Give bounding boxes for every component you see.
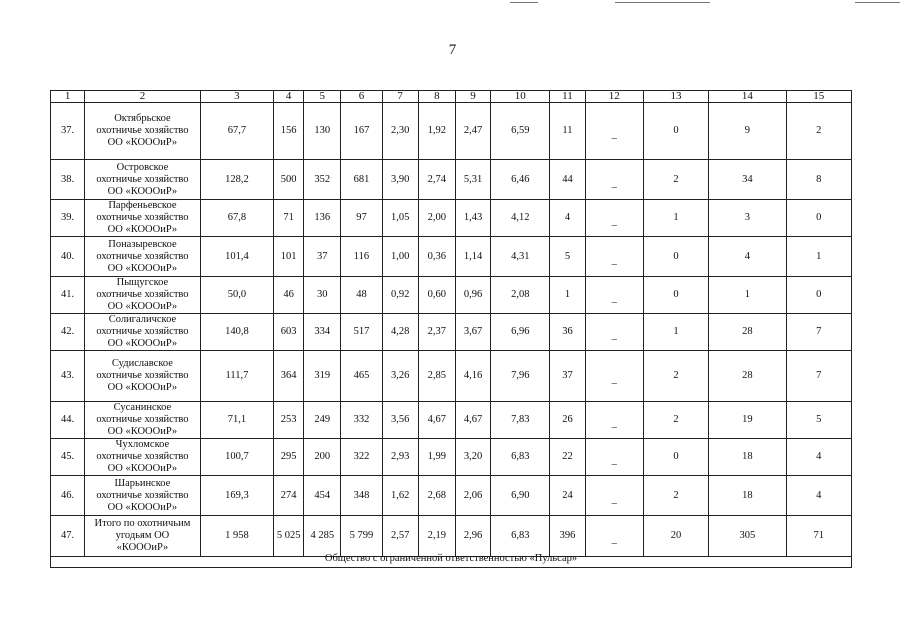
cell-col-6: 97 xyxy=(341,200,382,237)
dash-value: _ xyxy=(611,374,617,385)
table-row xyxy=(51,402,852,439)
cell-col-3: 100,7 xyxy=(200,439,273,476)
row-number: 41. xyxy=(51,277,85,314)
row-number: 37. xyxy=(51,103,85,160)
cell-col-14: 28 xyxy=(709,314,786,351)
cell-col-14: 305 xyxy=(709,516,786,557)
dash-value: _ xyxy=(611,534,617,545)
table-row xyxy=(51,351,852,402)
table-row xyxy=(51,237,852,277)
cell-col-4: 364 xyxy=(274,351,304,402)
cell-col-6: 322 xyxy=(341,439,382,476)
cell-col-5: 334 xyxy=(304,314,341,351)
dash-value: _ xyxy=(611,216,617,227)
table-row xyxy=(51,160,852,200)
cell-col-5: 130 xyxy=(304,103,341,160)
row-number: 47. xyxy=(51,516,85,557)
cell-col-7: 2,30 xyxy=(382,103,418,160)
cell-col-14: 1 xyxy=(709,277,786,314)
column-header: 8 xyxy=(418,91,455,103)
table-row xyxy=(51,103,852,160)
cell-col-3: 67,8 xyxy=(200,200,273,237)
cell-col-12 xyxy=(585,103,643,160)
name-line: ОО «КОООиР» xyxy=(107,382,178,393)
cell-col-13: 2 xyxy=(643,402,708,439)
cell-col-8: 2,74 xyxy=(418,160,455,200)
cell-col-8: 2,19 xyxy=(418,516,455,557)
cell-col-4: 253 xyxy=(274,402,304,439)
name-line: ОО «КОООиР» xyxy=(107,224,178,235)
cell-col-11: 26 xyxy=(550,402,585,439)
name-line: охотничье хозяйство xyxy=(96,489,189,501)
cell-col-5: 30 xyxy=(304,277,341,314)
cell-col-3: 111,7 xyxy=(200,351,273,402)
cell-col-12 xyxy=(585,402,643,439)
cell-col-8: 1,92 xyxy=(418,103,455,160)
cell-col-15: 4 xyxy=(786,476,851,516)
cell-col-15: 2 xyxy=(786,103,851,160)
hunting-farm-name xyxy=(85,277,201,314)
cell-col-4: 274 xyxy=(274,476,304,516)
name-line: охотничье хозяйство xyxy=(96,289,189,300)
cell-col-10: 4,12 xyxy=(491,200,550,237)
cell-col-9: 1,14 xyxy=(455,237,490,277)
cell-col-14: 18 xyxy=(709,439,786,476)
cell-col-8: 2,37 xyxy=(418,314,455,351)
row-number: 43. xyxy=(51,351,85,402)
column-header: 15 xyxy=(786,91,851,103)
cell-col-3: 101,4 xyxy=(200,237,273,277)
name-line: Итого по охотничьим xyxy=(94,518,191,529)
cell-col-4: 295 xyxy=(274,439,304,476)
table-row xyxy=(51,200,852,237)
cell-col-6: 332 xyxy=(341,402,382,439)
cell-col-11: 5 xyxy=(550,237,585,277)
hunting-farm-name xyxy=(85,439,201,476)
hunting-farm-name xyxy=(85,351,201,402)
cell-col-13: 0 xyxy=(643,103,708,160)
cell-col-4: 500 xyxy=(274,160,304,200)
cell-col-13: 20 xyxy=(643,516,708,557)
cell-col-13: 1 xyxy=(643,200,708,237)
hunting-farm-name xyxy=(85,314,201,351)
cell-col-10: 2,08 xyxy=(491,277,550,314)
cell-col-10: 4,31 xyxy=(491,237,550,277)
table-row xyxy=(51,439,852,476)
cell-col-11: 1 xyxy=(550,277,585,314)
cell-col-7: 2,57 xyxy=(382,516,418,557)
cell-col-13: 2 xyxy=(643,160,708,200)
name-line: Чухломское xyxy=(115,439,170,450)
hunting-farm-name xyxy=(85,237,201,277)
cell-col-6: 465 xyxy=(341,351,382,402)
cell-col-7: 3,56 xyxy=(382,402,418,439)
cell-col-7: 1,05 xyxy=(382,200,418,237)
name-line: Островское xyxy=(116,161,169,173)
cell-col-13: 0 xyxy=(643,277,708,314)
cell-col-7: 0,92 xyxy=(382,277,418,314)
cell-col-9: 2,96 xyxy=(455,516,490,557)
cell-col-5: 37 xyxy=(304,237,341,277)
table-row xyxy=(51,314,852,351)
cell-col-15: 0 xyxy=(786,277,851,314)
cell-col-6: 681 xyxy=(341,160,382,200)
cell-col-3: 140,8 xyxy=(200,314,273,351)
cell-col-7: 4,28 xyxy=(382,314,418,351)
name-line: охотничье хозяйство xyxy=(96,451,189,462)
name-line: ОО «КОООиР» xyxy=(107,185,178,197)
cell-col-9: 2,47 xyxy=(455,103,490,160)
hunting-farm-name xyxy=(85,476,201,516)
cell-col-14: 4 xyxy=(709,237,786,277)
row-number: 40. xyxy=(51,237,85,277)
cell-col-15: 0 xyxy=(786,200,851,237)
cell-col-12 xyxy=(585,476,643,516)
cell-col-9: 3,67 xyxy=(455,314,490,351)
name-line: Солигаличское xyxy=(108,314,177,325)
column-header: 2 xyxy=(85,91,201,103)
cell-col-5: 249 xyxy=(304,402,341,439)
row-number: 45. xyxy=(51,439,85,476)
column-header-row xyxy=(51,91,852,103)
cell-col-3: 71,1 xyxy=(200,402,273,439)
dash-value: _ xyxy=(611,418,617,429)
cell-col-8: 2,00 xyxy=(418,200,455,237)
cell-col-7: 1,62 xyxy=(382,476,418,516)
cell-col-5: 4 285 xyxy=(304,516,341,557)
column-header: 14 xyxy=(709,91,786,103)
cell-col-15: 8 xyxy=(786,160,851,200)
cell-col-3: 67,7 xyxy=(200,103,273,160)
column-header: 12 xyxy=(585,91,643,103)
cell-col-8: 0,60 xyxy=(418,277,455,314)
cell-col-11: 396 xyxy=(550,516,585,557)
cell-col-8: 4,67 xyxy=(418,402,455,439)
footer-company-name: Общество с ограниченной ответственностью «Пульсар» xyxy=(50,551,852,568)
cell-col-6: 5 799 xyxy=(341,516,382,557)
data-table xyxy=(50,90,852,557)
table-row xyxy=(51,277,852,314)
cell-col-7: 3,90 xyxy=(382,160,418,200)
cell-col-13: 2 xyxy=(643,476,708,516)
cell-col-9: 3,20 xyxy=(455,439,490,476)
cell-col-13: 0 xyxy=(643,237,708,277)
cell-col-15: 71 xyxy=(786,516,851,557)
cell-col-5: 352 xyxy=(304,160,341,200)
cell-col-8: 2,68 xyxy=(418,476,455,516)
name-line: ОО «КОООиР» xyxy=(107,262,178,274)
name-line: ОО «КОООиР» xyxy=(107,463,178,474)
cell-col-12 xyxy=(585,351,643,402)
cell-col-6: 348 xyxy=(341,476,382,516)
cell-col-15: 7 xyxy=(786,314,851,351)
cell-col-5: 136 xyxy=(304,200,341,237)
scan-artifact-line xyxy=(615,2,710,3)
name-line: ОО «КОООиР» xyxy=(107,301,178,312)
column-header: 7 xyxy=(382,91,418,103)
name-line: Пыщугское xyxy=(116,277,169,288)
cell-col-5: 200 xyxy=(304,439,341,476)
name-line: ОО «КОООиР» xyxy=(107,426,178,437)
column-header: 10 xyxy=(491,91,550,103)
cell-col-11: 11 xyxy=(550,103,585,160)
name-line: «КОООиР» xyxy=(116,542,169,553)
cell-col-7: 1,00 xyxy=(382,237,418,277)
cell-col-8: 0,36 xyxy=(418,237,455,277)
cell-col-6: 116 xyxy=(341,237,382,277)
dash-value: _ xyxy=(611,129,617,140)
cell-col-12 xyxy=(585,160,643,200)
cell-col-3: 1 958 xyxy=(200,516,273,557)
cell-col-10: 6,83 xyxy=(491,516,550,557)
cell-col-14: 34 xyxy=(709,160,786,200)
cell-col-11: 24 xyxy=(550,476,585,516)
name-line: охотничье хозяйство xyxy=(96,414,189,425)
cell-col-11: 4 xyxy=(550,200,585,237)
cell-col-7: 2,93 xyxy=(382,439,418,476)
row-number: 38. xyxy=(51,160,85,200)
name-line: Судиславское xyxy=(111,358,173,369)
cell-col-6: 167 xyxy=(341,103,382,160)
column-header: 6 xyxy=(341,91,382,103)
cell-col-11: 22 xyxy=(550,439,585,476)
cell-col-5: 319 xyxy=(304,351,341,402)
name-line: угодьям ОО xyxy=(115,530,170,541)
cell-col-10: 6,90 xyxy=(491,476,550,516)
scan-artifact-line xyxy=(510,2,538,3)
dash-value: _ xyxy=(611,455,617,466)
column-header: 13 xyxy=(643,91,708,103)
cell-col-9: 0,96 xyxy=(455,277,490,314)
cell-col-4: 101 xyxy=(274,237,304,277)
row-number: 44. xyxy=(51,402,85,439)
cell-col-13: 1 xyxy=(643,314,708,351)
cell-col-9: 1,43 xyxy=(455,200,490,237)
cell-col-10: 6,83 xyxy=(491,439,550,476)
name-line: ОО «КОООиР» xyxy=(107,501,178,513)
cell-col-5: 454 xyxy=(304,476,341,516)
hunting-farm-name xyxy=(85,200,201,237)
column-header: 3 xyxy=(200,91,273,103)
cell-col-4: 156 xyxy=(274,103,304,160)
cell-col-10: 6,46 xyxy=(491,160,550,200)
cell-col-14: 19 xyxy=(709,402,786,439)
cell-col-6: 48 xyxy=(341,277,382,314)
cell-col-15: 7 xyxy=(786,351,851,402)
name-line: ОО «КОООиР» xyxy=(107,137,178,148)
cell-col-3: 169,3 xyxy=(200,476,273,516)
cell-col-3: 50,0 xyxy=(200,277,273,314)
name-line: Поназыревское xyxy=(108,238,177,250)
cell-col-10: 6,96 xyxy=(491,314,550,351)
cell-col-14: 28 xyxy=(709,351,786,402)
hunting-farm-name xyxy=(85,103,201,160)
cell-col-7: 3,26 xyxy=(382,351,418,402)
cell-col-8: 2,85 xyxy=(418,351,455,402)
cell-col-12 xyxy=(585,237,643,277)
dash-value: _ xyxy=(611,493,617,505)
cell-col-11: 44 xyxy=(550,160,585,200)
scan-artifact-line xyxy=(855,2,900,3)
cell-col-12 xyxy=(585,314,643,351)
cell-col-9: 5,31 xyxy=(455,160,490,200)
name-line: Сусанинское xyxy=(113,402,172,413)
dash-value: _ xyxy=(611,177,617,189)
cell-col-12 xyxy=(585,439,643,476)
name-line: Шарьинское xyxy=(114,477,171,489)
hunting-farm-name xyxy=(85,160,201,200)
cell-col-12 xyxy=(585,200,643,237)
name-line: охотничье хозяйство xyxy=(96,173,189,185)
cell-col-12 xyxy=(585,277,643,314)
name-line: Октябрьское xyxy=(114,113,171,124)
dash-value: _ xyxy=(611,254,617,266)
name-line: охотничье хозяйство xyxy=(96,326,189,337)
column-header: 9 xyxy=(455,91,490,103)
cell-col-13: 2 xyxy=(643,351,708,402)
cell-col-4: 71 xyxy=(274,200,304,237)
row-number: 46. xyxy=(51,476,85,516)
cell-col-10: 7,96 xyxy=(491,351,550,402)
column-header: 1 xyxy=(51,91,85,103)
name-line: охотничье хозяйство xyxy=(96,125,189,136)
cell-col-4: 603 xyxy=(274,314,304,351)
cell-col-14: 3 xyxy=(709,200,786,237)
cell-col-9: 2,06 xyxy=(455,476,490,516)
cell-col-3: 128,2 xyxy=(200,160,273,200)
column-header: 11 xyxy=(550,91,585,103)
column-header: 4 xyxy=(274,91,304,103)
cell-col-4: 5 025 xyxy=(274,516,304,557)
cell-col-14: 9 xyxy=(709,103,786,160)
cell-col-11: 36 xyxy=(550,314,585,351)
cell-col-10: 6,59 xyxy=(491,103,550,160)
cell-col-9: 4,67 xyxy=(455,402,490,439)
cell-col-15: 1 xyxy=(786,237,851,277)
column-header: 5 xyxy=(304,91,341,103)
name-line: охотничье хозяйство xyxy=(96,250,189,262)
name-line: Парфеньевское xyxy=(108,200,177,211)
cell-col-15: 5 xyxy=(786,402,851,439)
hunting-farm-name xyxy=(85,402,201,439)
cell-col-13: 0 xyxy=(643,439,708,476)
name-line: ОО «КОООиР» xyxy=(107,338,178,349)
dash-value: _ xyxy=(611,293,617,304)
cell-col-10: 7,83 xyxy=(491,402,550,439)
cell-col-6: 517 xyxy=(341,314,382,351)
cell-col-8: 1,99 xyxy=(418,439,455,476)
row-number: 39. xyxy=(51,200,85,237)
cell-col-4: 46 xyxy=(274,277,304,314)
cell-col-15: 4 xyxy=(786,439,851,476)
name-line: охотничье хозяйство xyxy=(96,212,189,223)
cell-col-11: 37 xyxy=(550,351,585,402)
page-number: 7 xyxy=(448,42,457,58)
dash-value: _ xyxy=(611,330,617,341)
row-number: 42. xyxy=(51,314,85,351)
cell-col-14: 18 xyxy=(709,476,786,516)
name-line: охотничье хозяйство xyxy=(96,370,189,381)
cell-col-9: 4,16 xyxy=(455,351,490,402)
table-row xyxy=(51,476,852,516)
